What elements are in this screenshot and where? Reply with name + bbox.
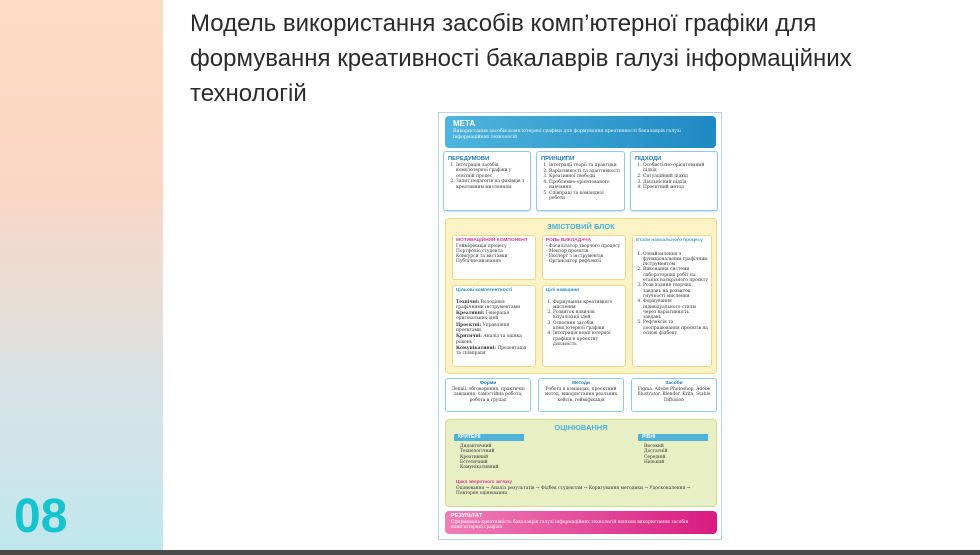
list-item: Естетичний: [460, 459, 488, 465]
list-item: 2. Варіативності та адаптивності: [549, 169, 620, 174]
list-item: 3. Креативної свободи: [549, 174, 620, 179]
goals-list: [546, 300, 622, 348]
methods-text: Робота в командах, проєктний метод, використання реальних кейсів, гейміфікація: [544, 387, 618, 403]
list-item: 2. Ситуаційний підхід: [643, 174, 713, 179]
list-item: 4. Проблемно-орієнтованого навчання: [549, 180, 620, 191]
list-item: - Фасилітатор творчого процесу: [546, 243, 621, 249]
goals-box: [542, 285, 626, 367]
model-diagram: [438, 112, 722, 540]
list-item: Комунікативний: [460, 465, 499, 471]
competence-desc: Генерація оригінальних ідей: [456, 311, 510, 322]
forms-box: [445, 378, 531, 412]
list-item: - Експерт з інструментів: [546, 254, 604, 260]
motivation-list: [456, 244, 532, 265]
competences-title: Цільові компетентності: [456, 288, 513, 293]
slide-number: 08: [14, 490, 68, 543]
forms-text: Лекції, обговорення, практичні завдання, самостійна робота, робота в групах: [451, 387, 525, 403]
motivation-box: [452, 235, 536, 280]
slide-title: Модель використання засобів комп’ютерної графіки для формування креативності бакалаврів галузі інформаційних технологій: [190, 10, 852, 107]
competence-item: [456, 346, 532, 357]
result-text: Сформована креативність бакалаврів галузі інформаційних технологій шляхом використання засобів комп’ютерної графіки: [451, 520, 688, 531]
evaluation-title: ОЦІНЮВАННЯ: [554, 423, 608, 432]
list-item: Середній: [644, 454, 666, 460]
competence-desc: Володіння графічними інструментами: [456, 299, 521, 310]
list-item: - Ментор проєктів: [546, 248, 589, 254]
preconditions-box: [443, 151, 531, 211]
side-decor-panel: [0, 0, 163, 555]
competences-box: [452, 285, 536, 367]
approaches-title: ПІДХОДИ: [635, 156, 662, 162]
evaluation-block: [445, 419, 717, 507]
list-item: Дидактичний: [460, 444, 492, 449]
list-item: 2. Розвиток навичок візуалізації ідей: [553, 310, 622, 321]
approaches-box: [630, 151, 718, 211]
preconditions-list: [448, 163, 526, 190]
preconditions-title: ПЕРЕДУМОВИ: [448, 156, 490, 162]
forms-title: Форми: [479, 381, 497, 386]
content-block-title: ЗМІСТОВИЙ БЛОК: [547, 222, 615, 231]
competence-term: Комунікативні:: [456, 345, 496, 351]
list-item: 1. Ознайомлення з функціональним графічним інструментом: [643, 252, 708, 268]
list-item: 4. Інтеграція комп’ютерної графіки в проєктну діяльність: [553, 331, 622, 347]
teacher-role-list: [546, 244, 622, 265]
result-title: РЕЗУЛЬТАТ: [451, 513, 483, 519]
list-item: Низький: [644, 459, 665, 465]
methods-box: [538, 378, 624, 412]
competence-desc: Презентація та співпраця: [456, 345, 527, 357]
feedback-cycle-title: Цикл зворотного зв’язку: [456, 479, 513, 484]
goal-banner: [445, 116, 716, 148]
stages-title: Етапи навчального процесу: [636, 238, 703, 243]
competence-item: [456, 334, 532, 345]
list-item: 2. Запит педагогів на фахівців з креативним мисленням: [456, 179, 526, 190]
list-item: 1. Формування креативного мислення: [553, 300, 622, 311]
approaches-list: [635, 163, 713, 191]
tools-title: Засоби: [665, 381, 683, 386]
goals-title: Цілі навчання: [546, 288, 579, 293]
tools-text: Figma, Adobe Photoshop, Adobe Illustrator, Blender, Krita, Stable Diffusion: [637, 387, 711, 403]
principles-box: [536, 151, 625, 211]
list-item: 3. Діяльнісний підхід: [643, 180, 713, 185]
list-item: 1. Інтеграція засобів комп’ютерної графіки у освітній процес: [456, 163, 526, 179]
content-block: [445, 218, 717, 374]
competence-term: Креативні:: [456, 311, 485, 317]
list-item: 1. Особистісно-орієнтований підхід: [643, 163, 713, 174]
competence-term: Проєктні:: [456, 322, 482, 328]
competence-item: [456, 300, 532, 311]
list-item: 4. Формування індивідуального стилю через варіативність завдань: [643, 299, 708, 320]
list-item: Конкурси та виставки: [456, 254, 508, 260]
criteria-tag: КРИТЕРІЇ: [454, 434, 524, 441]
feedback-cycle-text: Оцінювання → Аналіз результатів → Фідбек студентам → Коригування методики → Удосконалення → Повторне оцінювання: [456, 486, 691, 497]
competence-desc: Управління проєктами: [456, 322, 510, 334]
list-item: 3. Освоєння засобів комп’ютерної графіки: [553, 321, 622, 332]
list-item: Технологічний: [460, 449, 495, 455]
list-item: Гейміфікація процесу: [456, 243, 507, 249]
list-item: Портфоліо студента: [456, 248, 503, 254]
foundation-row: [443, 151, 719, 213]
list-item: 4. Проєктний метод: [643, 185, 713, 190]
principles-title: ПРИНЦИПИ: [541, 156, 575, 162]
list-item: Креативний: [460, 454, 489, 460]
list-item: 5. Рефлексія та доопрацювання проєктів на основі фідбеку: [643, 320, 708, 336]
criteria-list: [460, 444, 498, 470]
stages-box: [632, 235, 712, 367]
list-item: Високий: [644, 444, 664, 449]
list-item: 1. Інтеграції теорії та практики: [549, 163, 620, 168]
tools-box: [631, 378, 717, 412]
list-item: 5. Співпраці та командної роботи: [549, 191, 620, 202]
list-item: - Організатор рефлексії: [546, 259, 602, 265]
competence-item: [456, 311, 532, 322]
motivation-title: МОТИВАЦІЙНИЙ КОМПОНЕНТ: [456, 238, 528, 243]
bottom-bar: [0, 550, 980, 555]
methods-title: Методи: [572, 381, 590, 386]
competence-item: [456, 323, 532, 334]
list-item: Публічне визнання: [456, 259, 502, 265]
goal-title: МЕТА: [453, 119, 476, 128]
goal-text: Використання засобів комп’ютерної графіки для формування креативності бакалаврів галузі інформаційних технологій: [453, 129, 681, 140]
stages-list: [636, 252, 708, 337]
list-item: Достатній: [644, 449, 668, 455]
teacher-role-box: [542, 235, 626, 280]
competence-term: Технічні:: [456, 299, 480, 305]
teacher-role-title: РОЛЬ ВИКЛАДАЧА: [546, 238, 592, 243]
levels-tag: РІВНІ: [638, 434, 708, 441]
list-item: 3. Розв’язання творчих завдань на розвиток гнучкості мислення: [643, 283, 708, 299]
competences-list: [456, 300, 532, 357]
competence-term: Критичні:: [456, 334, 483, 340]
result-banner: [445, 511, 717, 534]
levels-list: [644, 444, 667, 465]
list-item: 2. Виконання системи лабораторних робіт на етапах наскрізного проєкту: [643, 267, 708, 283]
forms-methods-tools-row: [445, 378, 717, 415]
principles-list: [541, 163, 620, 202]
competence-desc: Аналіз та оцінка рішень: [456, 334, 522, 345]
